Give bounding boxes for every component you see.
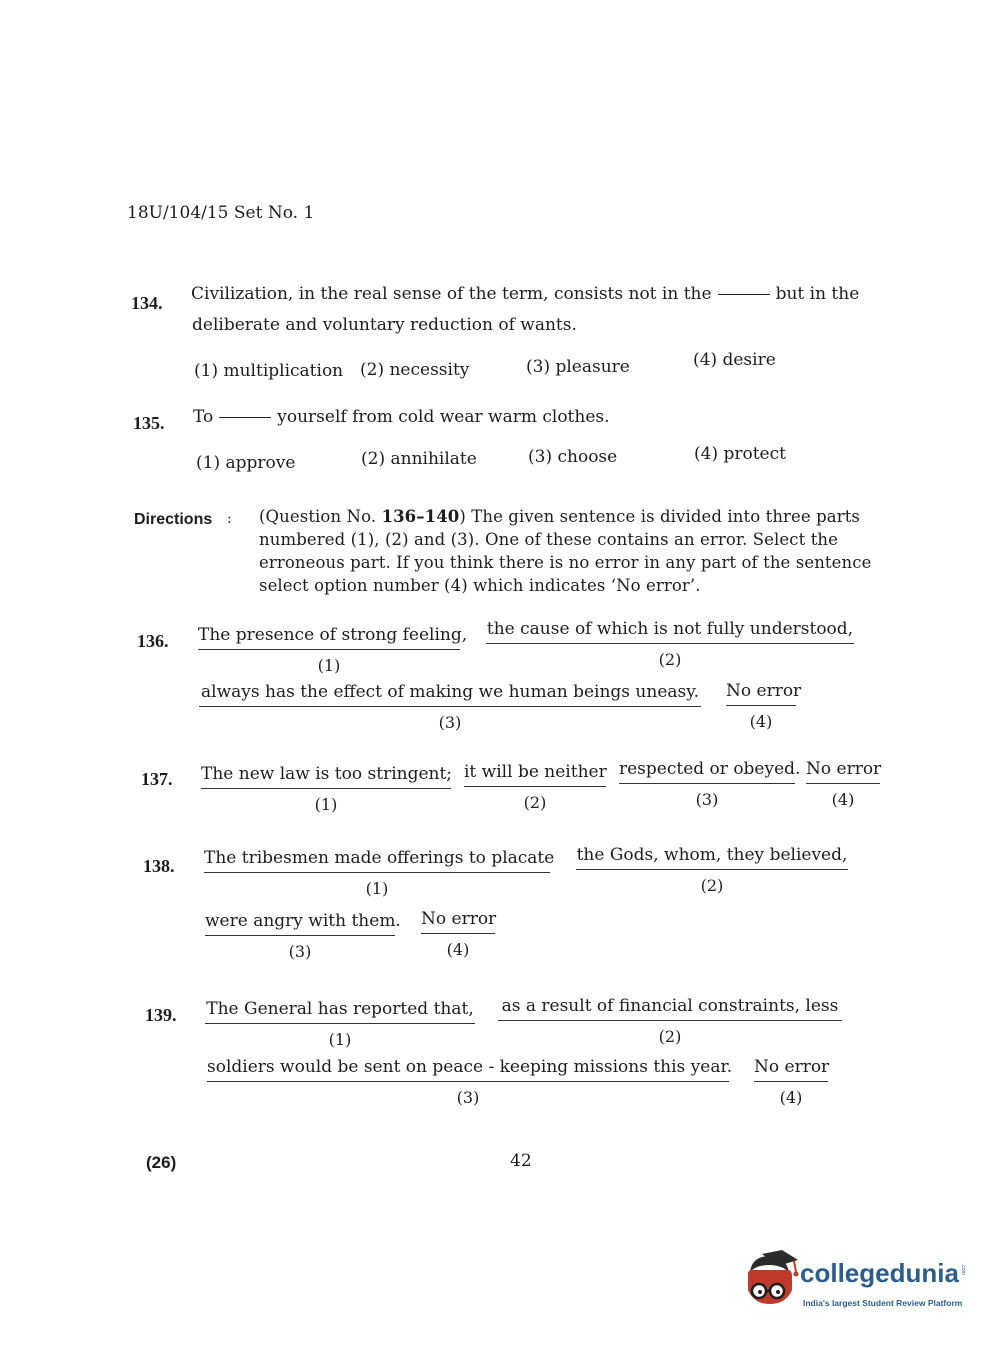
- part-number: (4): [779, 1088, 803, 1107]
- part-text: No error: [806, 759, 880, 784]
- sentence-part-137-2: [464, 762, 606, 812]
- blank-line: [219, 417, 271, 418]
- sentence-part-138-2: [576, 845, 848, 895]
- sentence-part-137-3: [619, 759, 801, 809]
- directions-text-end: ) The given sentence is divided into three parts numbered (1), (2) and (3). One of these contains an error. Select the erroneous part. If you think there is no error in any part of the sentence select option number (4) which indicates ‘No error’.: [259, 507, 872, 595]
- sentence-part-136-2: [486, 619, 854, 669]
- question-134-line2: deliberate and voluntary reduction of wants.: [192, 315, 577, 335]
- part-text: always has the effect of making we human beings uneasy.: [199, 682, 701, 707]
- part-number: (4): [446, 940, 470, 959]
- question-number-139: 139.: [145, 1005, 177, 1025]
- logo-tagline: India's largest Student Review Platform: [803, 1298, 963, 1308]
- part-number: (4): [831, 790, 855, 809]
- option-134-3: (3) pleasure: [526, 357, 630, 377]
- part-text: were angry with them.: [205, 911, 395, 936]
- part-text: No error: [754, 1057, 828, 1082]
- sentence-part-138-4: [421, 909, 495, 959]
- sentence-part-139-3: [207, 1057, 733, 1107]
- part-text: the cause of which is not fully understood,: [486, 619, 854, 644]
- part-text: The new law is too stringent;: [201, 764, 451, 789]
- part-text: soldiers would be sent on peace - keeping missions this year.: [207, 1057, 729, 1082]
- sentence-part-137-4: [806, 759, 880, 809]
- part-text: No error: [421, 909, 495, 934]
- part-text: the Gods, whom, they believed,: [576, 845, 848, 870]
- part-number: (2): [658, 1027, 682, 1046]
- directions-text-start: (Question No.: [259, 507, 382, 526]
- directions-colon: :: [227, 511, 232, 527]
- option-135-1: (1) approve: [196, 453, 296, 473]
- sentence-part-139-1: [205, 999, 475, 1049]
- part-number: (2): [523, 793, 547, 812]
- question-134-text-start: Civilization, in the real sense of the term, consists not in the: [191, 284, 712, 304]
- sentence-part-137-1: [201, 764, 451, 814]
- part-number: (1): [328, 1030, 352, 1049]
- sentence-part-138-1: [204, 848, 555, 898]
- option-135-3: (3) choose: [528, 447, 618, 467]
- part-text: as a result of financial constraints, less: [498, 996, 842, 1021]
- part-number: (3): [456, 1088, 480, 1107]
- question-135-text-start: To: [193, 407, 214, 427]
- blank-line: [718, 294, 770, 295]
- question-134-line1: [191, 284, 859, 304]
- question-number-134: 134.: [131, 293, 163, 313]
- option-134-2: (2) necessity: [360, 360, 470, 380]
- collegedunia-logo: [742, 1250, 972, 1320]
- directions-label: Directions: [134, 511, 213, 528]
- logo-domain: .com: [960, 1264, 966, 1275]
- part-text: The presence of strong feeling,: [198, 625, 460, 650]
- question-135-text-end: yourself from cold wear warm clothes.: [277, 407, 610, 427]
- part-text: The tribesmen made offerings to placate: [204, 848, 550, 873]
- booklet-code: (26): [146, 1153, 177, 1172]
- logo-wordmark: collegedunia: [800, 1258, 959, 1288]
- option-134-1: (1) multiplication: [194, 361, 344, 381]
- part-number: (1): [314, 795, 338, 814]
- part-text: The General has reported that,: [205, 999, 475, 1024]
- part-text: respected or obeyed.: [619, 759, 795, 784]
- option-135-4: (4) protect: [694, 444, 786, 464]
- part-number: (2): [658, 650, 682, 669]
- question-number-138: 138.: [143, 856, 175, 876]
- sentence-part-136-1: [198, 625, 468, 675]
- question-number-137: 137.: [141, 769, 173, 789]
- part-text: it will be neither: [464, 762, 606, 787]
- directions-range: 136–140: [381, 507, 460, 526]
- set-number: 18U/104/15 Set No. 1: [127, 203, 315, 223]
- part-text: No error: [726, 681, 796, 706]
- part-number: (1): [317, 656, 341, 675]
- page-number: 42: [510, 1151, 532, 1171]
- question-135-text: [193, 407, 610, 427]
- sentence-part-138-3: [205, 911, 401, 961]
- part-number: (3): [288, 942, 312, 961]
- question-134-text-end: but in the: [775, 284, 860, 304]
- part-number: (3): [438, 713, 462, 732]
- question-number-135: 135.: [133, 413, 165, 433]
- sentence-part-139-4: [754, 1057, 828, 1107]
- sentence-part-136-4: [726, 681, 802, 731]
- option-135-2: (2) annihilate: [361, 449, 477, 469]
- sentence-part-136-3: [199, 682, 701, 732]
- part-number: (3): [695, 790, 719, 809]
- part-number: (2): [700, 876, 724, 895]
- option-134-4: (4) desire: [693, 350, 776, 370]
- mascot-icon: [742, 1250, 800, 1312]
- part-number: (1): [365, 879, 389, 898]
- directions-text: [259, 505, 881, 597]
- part-number: (4): [749, 712, 773, 731]
- sentence-part-139-2: [498, 996, 842, 1046]
- question-number-136: 136.: [137, 631, 169, 651]
